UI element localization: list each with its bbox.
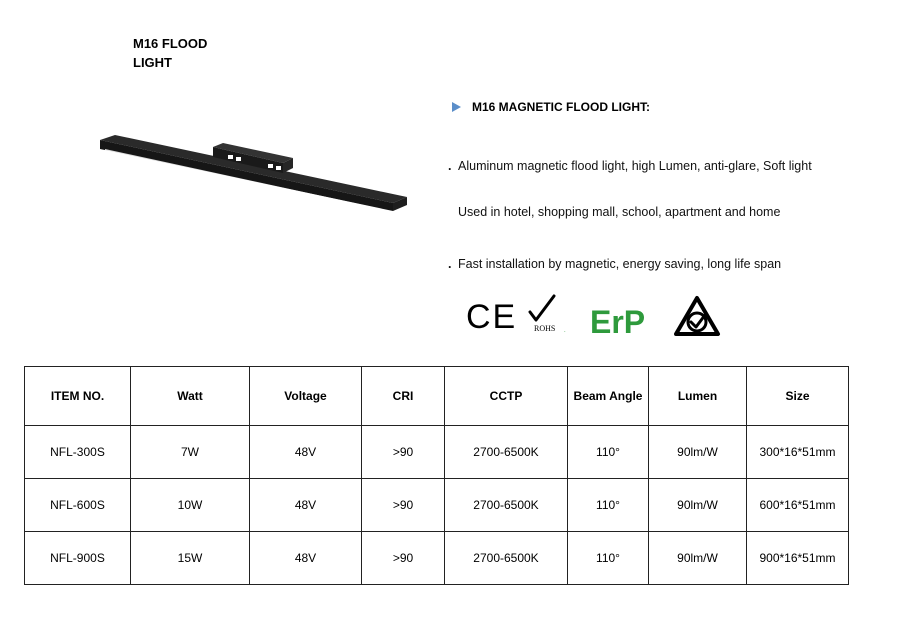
heading-text: M16 MAGNETIC FLOOD LIGHT: — [472, 100, 650, 114]
erp-logo-icon — [590, 304, 645, 340]
table-row — [25, 426, 849, 479]
table-cell: 15W — [131, 532, 250, 585]
table-cell: 48V — [250, 479, 362, 532]
table-cell: >90 — [362, 532, 445, 585]
table-cell: 900*16*51mm — [747, 532, 849, 585]
table-cell: NFL-300S — [25, 426, 131, 479]
table-cell: 300*16*51mm — [747, 426, 849, 479]
table-cell: 90lm/W — [649, 479, 747, 532]
product-title — [133, 34, 207, 72]
svg-text:ROHS: ROHS — [534, 324, 556, 333]
column-header: Size — [747, 367, 849, 426]
table-header-row — [25, 367, 849, 426]
table-cell: NFL-600S — [25, 479, 131, 532]
table-cell: 2700-6500K — [445, 532, 568, 585]
feature-item — [448, 257, 781, 271]
table-cell: 110° — [568, 532, 649, 585]
feature-bullet: . — [448, 257, 452, 271]
table-cell: 110° — [568, 426, 649, 479]
feature-item — [448, 205, 780, 219]
rcm-mark-icon — [676, 298, 718, 334]
specs-table — [24, 366, 849, 585]
column-header: Lumen — [649, 367, 747, 426]
title-line-2: LIGHT — [133, 55, 172, 70]
table-cell: 2700-6500K — [445, 426, 568, 479]
table-cell: 90lm/W — [649, 532, 747, 585]
certification-logos — [462, 292, 732, 342]
triangle-bullet-icon — [452, 102, 461, 112]
feature-heading — [452, 100, 650, 114]
table-cell: 600*16*51mm — [747, 479, 849, 532]
rohs-check-icon — [530, 296, 566, 334]
table-cell: 7W — [131, 426, 250, 479]
feature-text: Aluminum magnetic flood light, high Lumen, anti-glare, Soft light — [458, 159, 812, 173]
table-cell: 48V — [250, 532, 362, 585]
table-cell: 10W — [131, 479, 250, 532]
column-header: CRI — [362, 367, 445, 426]
column-header: Beam Angle — [568, 367, 649, 426]
table-cell: 2700-6500K — [445, 479, 568, 532]
svg-text:.: . — [564, 328, 566, 334]
flood-light-image — [95, 125, 415, 225]
table-cell: 48V — [250, 426, 362, 479]
svg-text:CE: CE — [466, 298, 518, 336]
svg-text:ErP: ErP — [590, 304, 646, 340]
table-row — [25, 532, 849, 585]
table-cell: >90 — [362, 426, 445, 479]
table-cell: >90 — [362, 479, 445, 532]
feature-bullet: . — [448, 159, 452, 173]
table-cell: 90lm/W — [649, 426, 747, 479]
feature-text: Fast installation by magnetic, energy saving, long life span — [458, 257, 782, 271]
ce-mark-icon — [466, 298, 517, 336]
column-header: Voltage — [250, 367, 362, 426]
feature-item — [448, 159, 812, 173]
table-cell: NFL-900S — [25, 532, 131, 585]
table-row — [25, 479, 849, 532]
table-cell: 110° — [568, 479, 649, 532]
column-header: Watt — [131, 367, 250, 426]
column-header: ITEM NO. — [25, 367, 131, 426]
column-header: CCTP — [445, 367, 568, 426]
title-line-1: M16 FLOOD — [133, 36, 208, 51]
feature-text: Used in hotel, shopping mall, school, apartment and home — [458, 205, 781, 219]
